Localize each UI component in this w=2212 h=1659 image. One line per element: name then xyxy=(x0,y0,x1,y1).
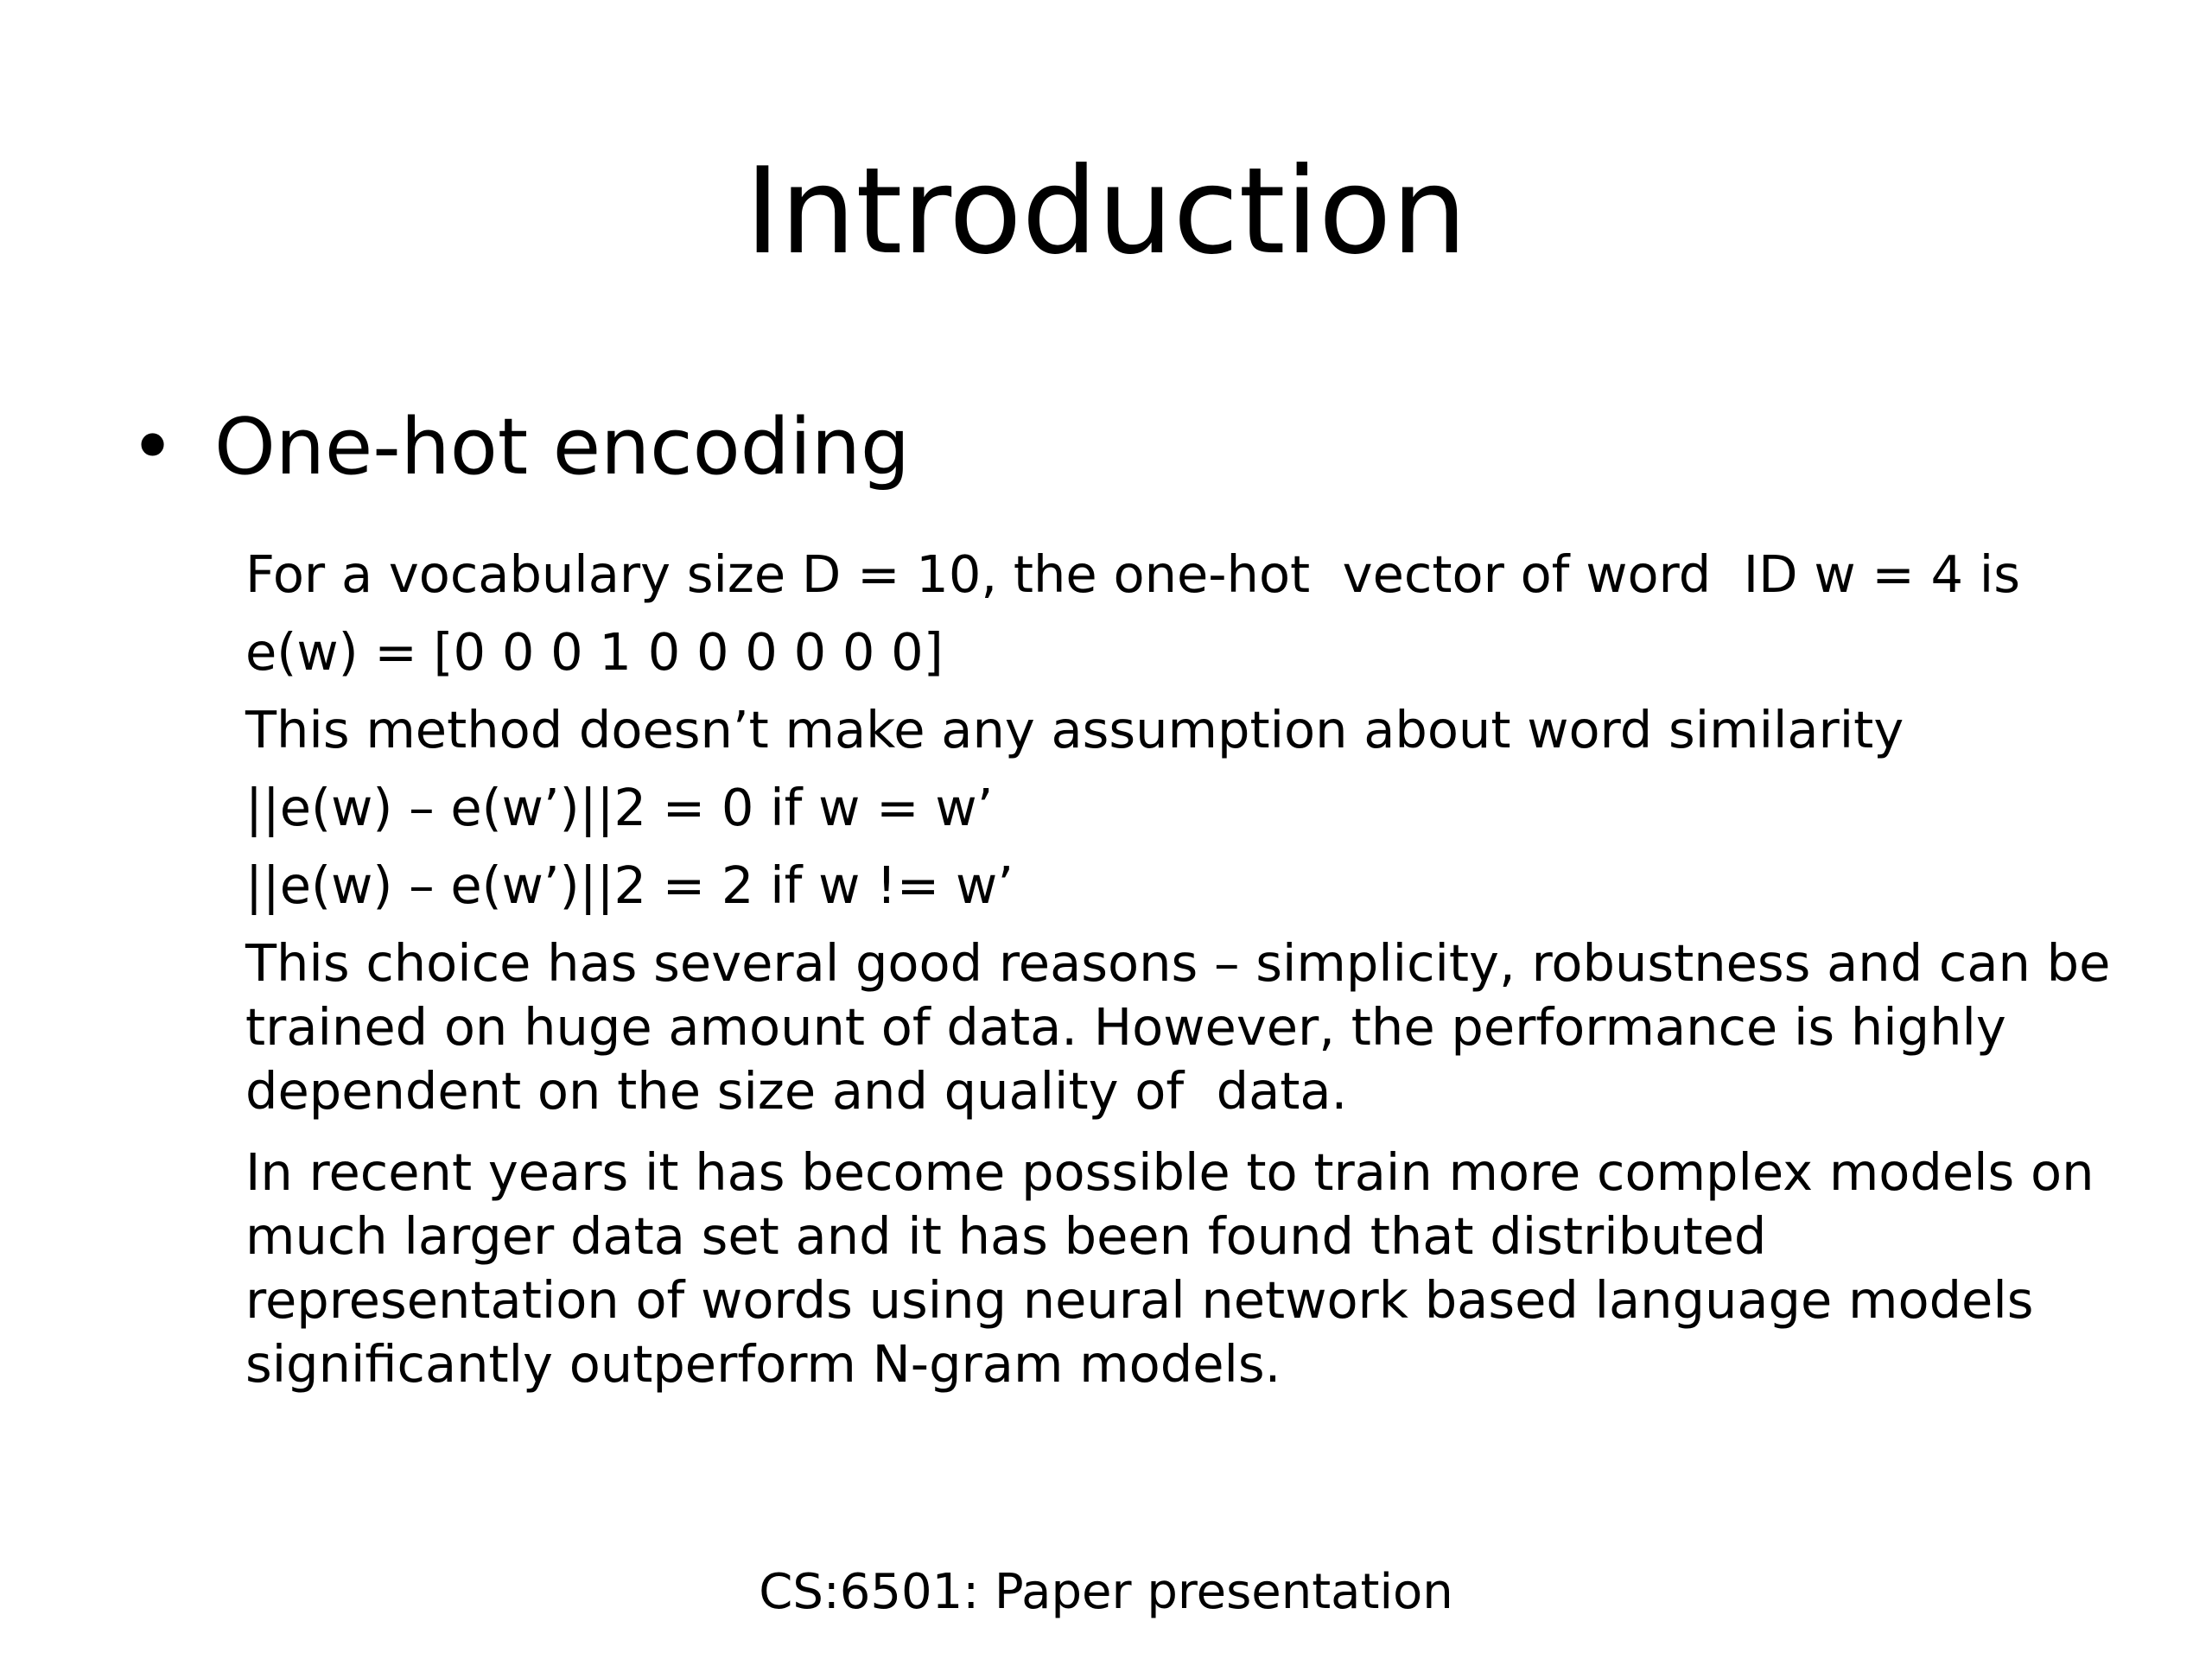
bullet-label: One-hot encoding xyxy=(214,402,910,493)
bullet-item xyxy=(130,396,910,499)
paragraph-recent-years: In recent years it has become possible to train more complex models on much larger data set and it has been found that distributed representation of words using neural network based language models significantly outperform N-gram models. xyxy=(245,1142,2111,1394)
paragraph-equation-not-equal: ||e(w) – e(w’)||2 = 2 if w != w’ xyxy=(245,855,1014,915)
slide-footer: CS:6501: Paper presentation xyxy=(759,1564,1453,1620)
slide-title: Introduction xyxy=(745,142,1467,281)
paragraph-reasons: This choice has several good reasons – simplicity, robustness and can be trained on huge amount of data. However, the performance is highly dependent on the size and quality of data. xyxy=(245,933,2127,1121)
paragraph-vocabulary: For a vocabulary size D = 10, the one-hot vector of word ID w = 4 is xyxy=(245,544,2020,604)
slide-body xyxy=(245,543,2129,1410)
paragraph-vector: e(w) = [0 0 0 1 0 0 0 0 0 0] xyxy=(245,622,944,682)
bullet-dot-icon: • xyxy=(130,402,176,493)
paragraph-assumption: This method doesn’t make any assumption about word similarity xyxy=(245,700,1904,760)
paragraph-equation-equal: ||e(w) – e(w’)||2 = 0 if w = w’ xyxy=(245,778,994,837)
